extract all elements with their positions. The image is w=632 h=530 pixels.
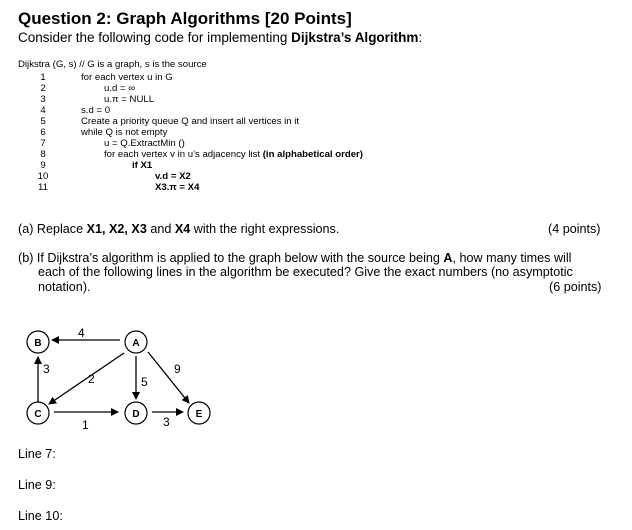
- part-b-line-3: notation).: [38, 280, 91, 294]
- intro-prefix: Consider the following code for implementing: [18, 30, 292, 45]
- intro-suffix: :: [418, 30, 423, 45]
- part-b-prefix: (b) If Dijkstra’s algorithm is applied to the graph below with the source being: [18, 251, 444, 265]
- node-a-label: A: [132, 338, 140, 349]
- part-a-mid: and: [146, 222, 175, 236]
- line-number: 9: [40, 160, 46, 171]
- node-b-label: B: [34, 338, 42, 349]
- code-line-3: u.π = NULL: [104, 94, 155, 105]
- answer-line-10: Line 10:: [18, 509, 63, 523]
- line-number: 2: [40, 83, 46, 94]
- code-line-8-text: for each vertex v in u’s adjacency list: [104, 149, 263, 160]
- answer-line-9: Line 9:: [18, 478, 56, 492]
- code-line-4: s.d = 0: [81, 105, 111, 116]
- part-b-points: (6 points): [549, 280, 602, 294]
- code-line-5: Create a priority queue Q and insert all vertices in it: [81, 116, 300, 127]
- code-line-11: X3.π = X4: [155, 182, 200, 193]
- code-line-8-bold: (in alphabetical order): [262, 149, 363, 160]
- part-a-suffix: with the right expressions.: [190, 222, 340, 236]
- code-line-2: u.d = ∞: [104, 83, 136, 94]
- question-title: Question 2: Graph Algorithms [20 Points]: [18, 9, 352, 28]
- weight-a-e: 9: [174, 362, 181, 376]
- part-b-source: A: [443, 251, 453, 265]
- line-number: 4: [40, 105, 46, 116]
- node-d-label: D: [132, 409, 140, 420]
- code-line-1: for each vertex u in G: [81, 72, 173, 83]
- weight-d-e: 3: [163, 415, 170, 429]
- answer-line-7: Line 7:: [18, 447, 56, 461]
- weight-c-b: 3: [43, 362, 50, 376]
- weight-a-d: 5: [141, 375, 148, 389]
- part-b-suffix: , how many times will: [452, 251, 572, 265]
- line-number: 8: [40, 149, 46, 160]
- line-number: 7: [40, 138, 46, 149]
- weight-c-d: 1: [82, 418, 89, 432]
- part-a-prefix: (a) Replace: [18, 222, 87, 236]
- line-number: 10: [37, 171, 49, 182]
- node-c-label: C: [34, 409, 42, 420]
- code-header: Dijkstra (G, s) // G is a graph, s is the source: [18, 59, 207, 70]
- line-number: 5: [40, 116, 46, 127]
- part-a-x4: X4: [174, 222, 191, 236]
- code-line-7: u = Q.ExtractMin (): [104, 138, 185, 149]
- code-line-6: while Q is not empty: [81, 127, 168, 138]
- part-a-points: (4 points): [548, 222, 601, 236]
- weight-a-c: 2: [88, 372, 95, 386]
- part-b-line-2: each of the following lines in the algorithm be executed? Give the exact numbers (no asymptotic: [38, 265, 573, 279]
- code-line-9: if X1: [132, 160, 153, 171]
- edge-a-e: [148, 352, 189, 403]
- weight-a-b: 4: [78, 326, 85, 340]
- line-number: 6: [40, 127, 46, 138]
- line-number: 11: [38, 182, 48, 193]
- node-e-label: E: [195, 409, 203, 420]
- intro-algorithm-name: Dijkstra’s Algorithm: [291, 30, 419, 45]
- line-number: 1: [40, 72, 46, 83]
- edge-a-c: [49, 353, 124, 404]
- code-line-10: v.d = X2: [155, 171, 191, 182]
- line-number: 3: [40, 94, 46, 105]
- part-a-vars: X1, X2, X3: [86, 222, 147, 236]
